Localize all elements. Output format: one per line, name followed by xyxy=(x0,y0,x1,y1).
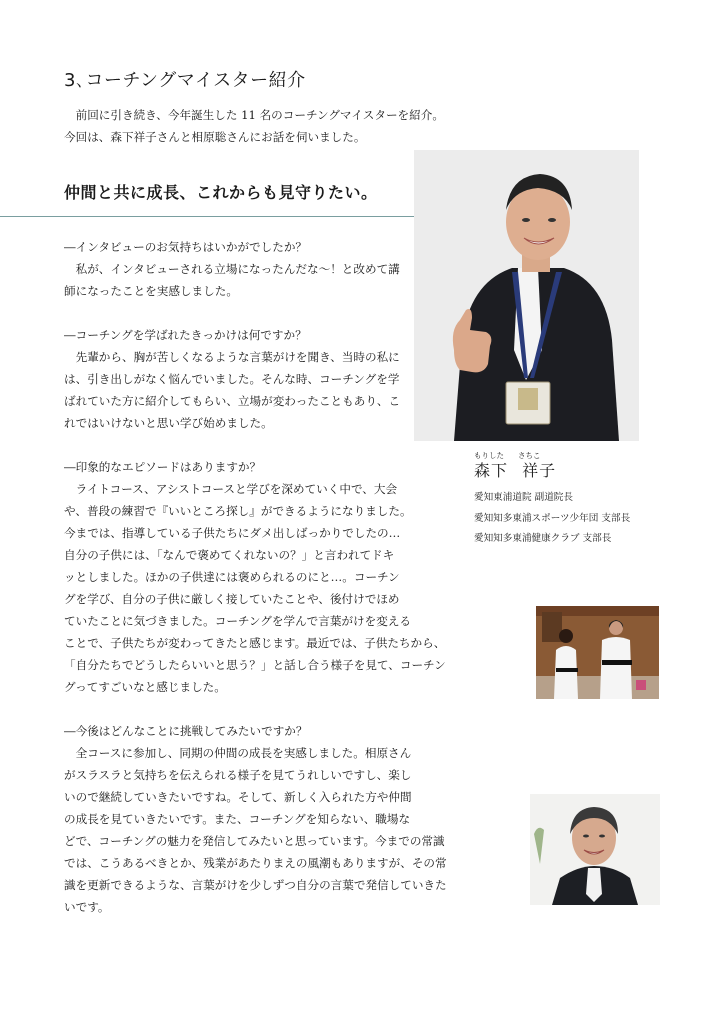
article-headline: 仲間と共に成長、これからも見守りたい。 xyxy=(64,183,378,202)
intro-text xyxy=(64,104,504,148)
qa-block-4 xyxy=(64,720,447,918)
answer-line: 私が、インタビューされる立場になったんだな～！と改めて講 xyxy=(75,262,400,276)
ruby-family: もりした xyxy=(474,451,504,460)
answer-line: ばれていた方に紹介してもらい、立場が変わったこともあり、こ xyxy=(64,394,401,408)
answer-line: いです。 xyxy=(64,900,110,914)
dojo-photo xyxy=(536,606,659,699)
answer-line: どで、コーチングの魅力を発信してみたいと思っています。今までの常識 xyxy=(64,834,445,848)
question: ―コーチングを学ばれたきっかけは何ですか？ xyxy=(64,328,307,342)
answer-line: ていたことに気づきました。コーチングを学んで言葉がけを変える xyxy=(64,614,412,628)
section-title: 3､コーチングマイスター紹介 xyxy=(64,70,306,91)
answer-line: がスラスラと気持ちを伝えられる様子を見てうれしいですし、楽し xyxy=(64,768,412,782)
answer-line: 今までは、指導している子供たちにダメ出しばっかりでしたの… xyxy=(64,526,401,540)
answer-line: 識を更新できるような、言葉がけを少しずつ自分の言葉で発信していきた xyxy=(64,878,447,892)
answer-line: や、普段の練習で『いいところ探し』ができるようになりました。 xyxy=(64,504,412,518)
person-name xyxy=(474,458,556,481)
answer-line: いので継続していきたいですね。そして、新しく入られた方や仲間 xyxy=(64,790,412,804)
answer-line: 「自分たちでどうしたらいいと思う？」と話し合う様子を見て、コーチン xyxy=(64,658,446,672)
answer-line: グってすごいなと感じました。 xyxy=(64,680,226,694)
person-roles xyxy=(474,488,630,550)
answer-line: グを学び、自分の子供に厳しく接していたことや、後付けでほめ xyxy=(64,592,400,606)
intro-line: 今回は、森下祥子さんと相原聡さんにお話を伺いました。 xyxy=(64,130,366,144)
answer-line: では、こうあるべきとか、残業があたりまえの風潮もありますが、その常 xyxy=(64,856,447,870)
answer-line: 全コースに参加し、同期の仲間の成長を実感しました。相原さん xyxy=(75,746,412,760)
qa-block-1 xyxy=(64,236,400,302)
answer-line: の成長を見ていきたいです。また、コーチングを知らない、職場な xyxy=(64,812,411,826)
answer-line: 師になったことを実感しました。 xyxy=(64,284,238,298)
answer-line: ッとしました。ほかの子供達には褒められるのにと…。コーチン xyxy=(64,570,400,584)
question: ―インタビューのお気持ちはいかがでしたか？ xyxy=(64,240,308,254)
answer-line: ことで、子供たちが変わってきたと感じます。最近では、子供たちから、 xyxy=(64,636,446,650)
role-line: 愛知知多東浦健康クラブ 支部長 xyxy=(474,533,612,544)
given-name: 祥子 xyxy=(522,461,557,480)
interview-photo xyxy=(530,794,660,905)
role-line: 愛知知多東浦スポーツ少年団 支部長 xyxy=(474,512,631,524)
answer-line: れではいけないと思い学び始めました。 xyxy=(64,416,273,430)
answer-line: ライトコース、アシストコースと学びを深めていく中で、大会 xyxy=(75,482,398,496)
portrait-photo xyxy=(414,150,639,441)
answer-line: 先輩から、胸が苦しくなるような言葉がけを聞き、当時の私に xyxy=(75,350,400,364)
question: ―今後はどんなことに挑戦してみたいですか？ xyxy=(64,724,308,738)
qa-block-2 xyxy=(64,324,400,434)
role-line: 愛知東浦道院 副道院長 xyxy=(474,492,573,503)
intro-line: 前回に引き続き、今年誕生した 11 名のコーチングマイスターを紹介。 xyxy=(75,108,444,122)
headline-divider xyxy=(0,216,440,217)
answer-line: は、引き出しがなく悩んでいました。そんな時、コーチングを学 xyxy=(64,372,400,386)
qa-block-3 xyxy=(64,456,446,698)
ruby-given: さちこ xyxy=(518,451,541,460)
question: ―印象的なエピソードはありますか？ xyxy=(64,460,262,474)
answer-line: 自分の子供には、「なんで褒めてくれないの？」と言われてドキ xyxy=(64,548,395,562)
family-name: 森下 xyxy=(474,461,509,480)
